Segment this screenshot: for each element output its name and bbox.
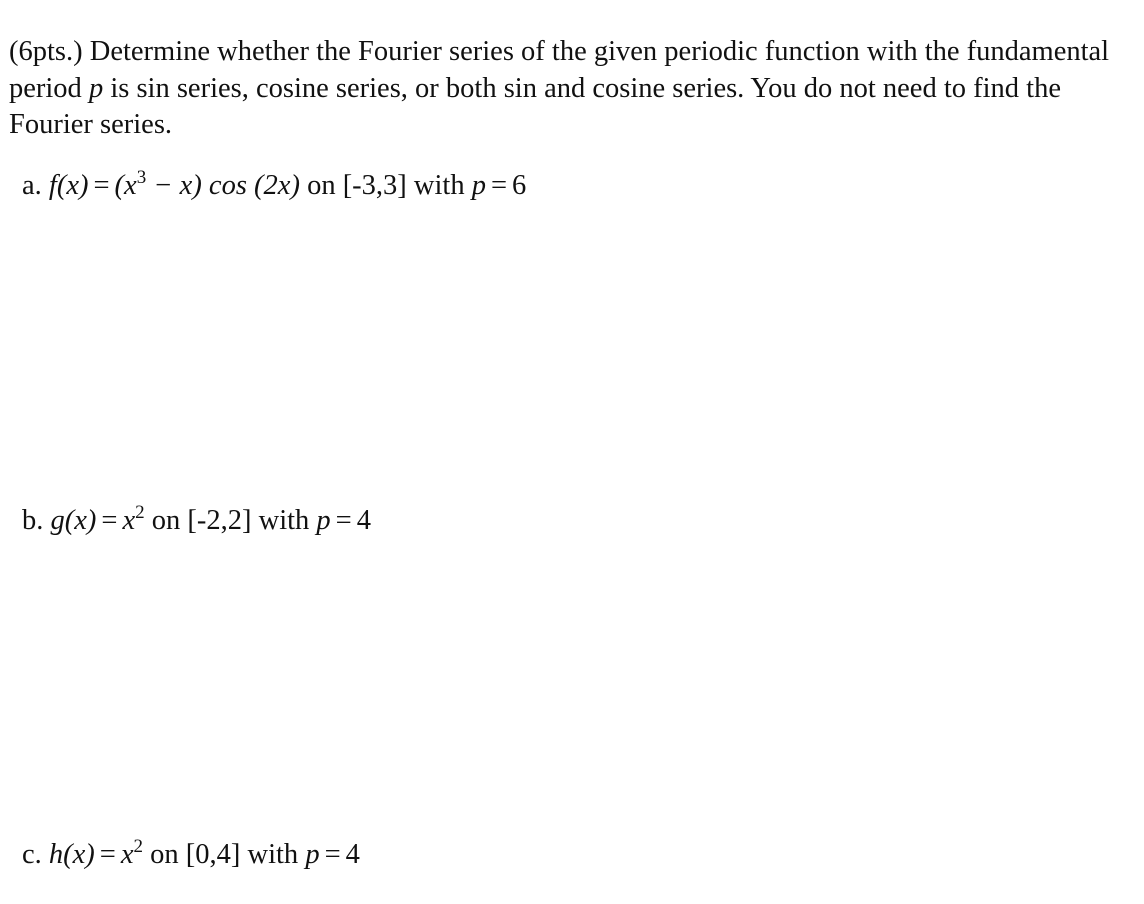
interval-word: on — [151, 505, 181, 536]
function-expression-base: x — [120, 839, 134, 870]
exponent: 2 — [135, 501, 145, 523]
period-value: 4 — [356, 505, 371, 536]
period-value: 4 — [345, 839, 360, 870]
problem-instructions — [9, 34, 1119, 144]
interval: [0,4] — [185, 839, 241, 870]
interval-word: on — [307, 170, 336, 201]
interval: [-3,3] — [342, 170, 407, 201]
function-expression-base: x — [122, 505, 136, 536]
problem-label: c. — [22, 839, 42, 870]
problem-a: a. $f(x) = (x^3 - x)$ cos (2x) on [-3,3] with p = 6 — [22, 166, 527, 201]
problem-label: b. — [22, 505, 44, 536]
problem-label: a. — [22, 170, 42, 201]
problem-c: c. $h(x) = x^2$ on [0,4] with p = 4 — [22, 835, 360, 870]
function-name: f(x) — [48, 170, 89, 201]
exponent: 3 — [136, 166, 147, 188]
with-word: with — [258, 505, 310, 536]
instructions-text-rest: is sin series, cosine series, or both sin and cosine series. You do not need to find the Fourier series. — [9, 72, 1061, 140]
period-variable: p — [305, 839, 320, 870]
period-value: 6 — [512, 170, 527, 201]
with-word: with — [413, 170, 465, 201]
period-variable: p — [316, 505, 331, 536]
interval-word: on — [150, 839, 179, 870]
instructions-text: Determine whether the Fourier series of the given periodic function with the fundamental period — [9, 36, 1110, 104]
points-label: (6pts.) — [9, 36, 83, 67]
function-expression-base: (x — [114, 170, 137, 201]
period-variable: p — [88, 72, 104, 104]
problem-b: b. $g(x) = x^2$ on [-2,2] with p = 4 — [22, 501, 371, 536]
function-expression-rest: − x) cos (2x) — [146, 170, 300, 201]
function-name: h(x) — [48, 839, 95, 870]
period-variable: p — [471, 170, 486, 201]
interval: [-2,2] — [187, 505, 252, 536]
function-name: g(x) — [50, 505, 97, 536]
exponent: 2 — [133, 835, 144, 857]
with-word: with — [247, 839, 299, 870]
